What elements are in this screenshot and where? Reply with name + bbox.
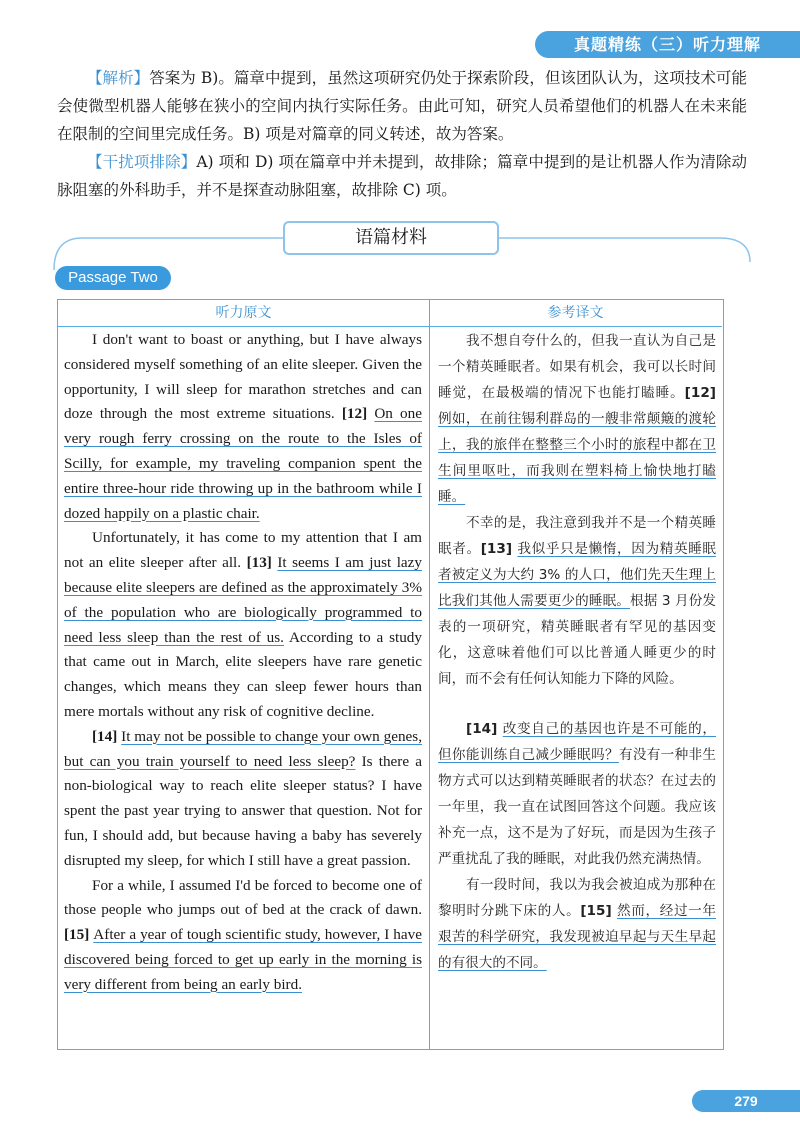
plain-text: 不幸的是，我注意到我并不是一个精英睡眠者。: [438, 515, 716, 557]
distractor-paragraph: [57, 148, 747, 204]
analysis-paragraph: [57, 64, 747, 148]
plain-text: 有没有一种非生物方式可以达到精英睡眠者的状态？在过去的一年里，我一直在试图回答这个问题。我应该补充一点，这不是为了好玩，而是因为生孩子严重扰乱了我的睡眠，对此我仍然充满热情。: [438, 747, 717, 867]
underlined-key-sentence: 我似乎只是懒惰，因为精英睡眠者被定义为大约 3% 的人口，他们先天生理上比我们其他人需要更少的睡眠。: [438, 541, 717, 609]
distractor-text: A) 项和 D) 项在篇章中并未提到，故排除；篇章中提到的是让机器人作为清除动脉阻塞的外科助手，并不是探查动脉阻塞，故排除 C) 项。: [57, 153, 747, 199]
translation-paragraph: [438, 872, 716, 976]
plain-text: I don't want to boast or anything, but I have always considered myself something of an elite sleeper. Given the opportunity, I will sleep for marathon stretches and can doze through the most extreme situations.: [64, 331, 422, 423]
underlined-key-sentence: On one very rough ferry crossing on the route to the Isles of Scilly, for example, my traveling companion spent the entire three-hour ride throwing up in the bathroom while I dozed happily on a plastic chair.: [64, 405, 422, 522]
plain-text: For a while, I assumed I'd be forced to become one of those people who jumps out of bed at the crack of dawn.: [64, 876, 422, 919]
transcript-paragraph: [64, 526, 422, 724]
chinese-translation: [438, 328, 716, 976]
analysis-text: 答案为 B)。篇章中提到，虽然这项研究仍处于探索阶段，但该团队认为，这项技术可能会使微型机器人能够在狭小的空间内执行实际任务。由此可知，研究人员希望他们的机器人在未来能在限制的空间里完成任务。B) 项是对篇章的同义转述，故为答案。: [57, 69, 747, 143]
underlined-key-sentence: 改变自己的基因也许是不可能的，但你能训练自己减少睡眠吗？: [438, 721, 717, 763]
page-number: 279: [692, 1090, 800, 1112]
analysis-section: [57, 64, 747, 204]
underlined-key-sentence: It may not be possible to change your own genes, but can you train yourself to need less sleep?: [64, 727, 423, 770]
question-marker: [15]: [64, 926, 94, 944]
underlined-key-sentence: 然而，经过一年艰苦的科学研究，我发现被迫早起与天生早起的有很大的不同。: [438, 903, 717, 971]
plain-text: 根据 3 月份发表的一项研究，精英睡眠者有罕见的基因变化，这意味着他们可以比普通人睡更少的时间，而不会有任何认知能力下降的风险。: [438, 593, 717, 687]
transcript-paragraph: [64, 328, 422, 526]
section-title: 语篇材料: [283, 221, 499, 255]
plain-text: 有一段时间，我以为我会被迫成为那种在黎明时分跳下床的人。: [438, 877, 716, 919]
underlined-key-sentence: 例如，在前往锡利群岛的一艘非常颠簸的渡轮上，我的旅伴在整整三个小时的旅程中都在卫生间里呕吐，而我则在塑料椅上愉快地打瞌睡。: [438, 411, 716, 505]
column-header-translation: 参考译文: [429, 300, 722, 327]
question-marker: [12]: [341, 405, 375, 423]
column-header-transcript: 听力原文: [58, 300, 429, 327]
translation-paragraph: [438, 510, 716, 692]
passage-label: Passage Two: [55, 266, 171, 290]
question-marker: [14]: [92, 727, 122, 745]
underlined-key-sentence: After a year of tough scientific study, however, I have discovered being forced to get up early in the morning is very different from being an early bird.: [64, 926, 422, 993]
question-marker: [12]: [684, 385, 716, 401]
transcript-table: [57, 299, 724, 1050]
chapter-title: 真题精练（三）听力理解: [535, 31, 800, 58]
question-marker: [13]: [246, 554, 278, 572]
question-marker: [14]: [466, 721, 503, 737]
underlined-key-sentence: It seems I am just lazy because elite sleepers are defined as the approximately 3% of the population who are biologically programmed to need less sleep than the rest of us.: [64, 554, 422, 646]
analysis-tag: 【解析】: [87, 69, 150, 87]
distractor-tag: 【干扰项排除】: [87, 153, 197, 171]
translation-paragraph: [438, 716, 716, 872]
plain-text: Unfortunately, it has come to my attention that I am not an elite sleeper after all.: [64, 529, 422, 572]
question-marker: [13]: [480, 541, 518, 557]
plain-text: Is there a non-biological way to reach elite sleeper status? I have spent the past year trying to answer that question. Not for fun, I should add, but because having a baby has severely disrupted my sleep, for which I still have a great passion.: [64, 752, 423, 869]
question-marker: [15]: [580, 903, 618, 919]
transcript-paragraph: [64, 874, 422, 998]
column-divider: [429, 300, 430, 1049]
plain-text: 我不想自夸什么的，但我一直认为自己是一个精英睡眠者。如果有机会，我可以长时间睡觉，在最极端的情况下也能打瞌睡。: [438, 333, 716, 401]
transcript-paragraph: [64, 725, 422, 874]
plain-text: According to a study that came out in March, elite sleepers have rare genetic changes, which means they can sleep fewer hours than mere mortals without any risk of cognitive decline.: [64, 628, 422, 720]
translation-paragraph: [438, 328, 716, 510]
english-transcript: [64, 328, 422, 998]
